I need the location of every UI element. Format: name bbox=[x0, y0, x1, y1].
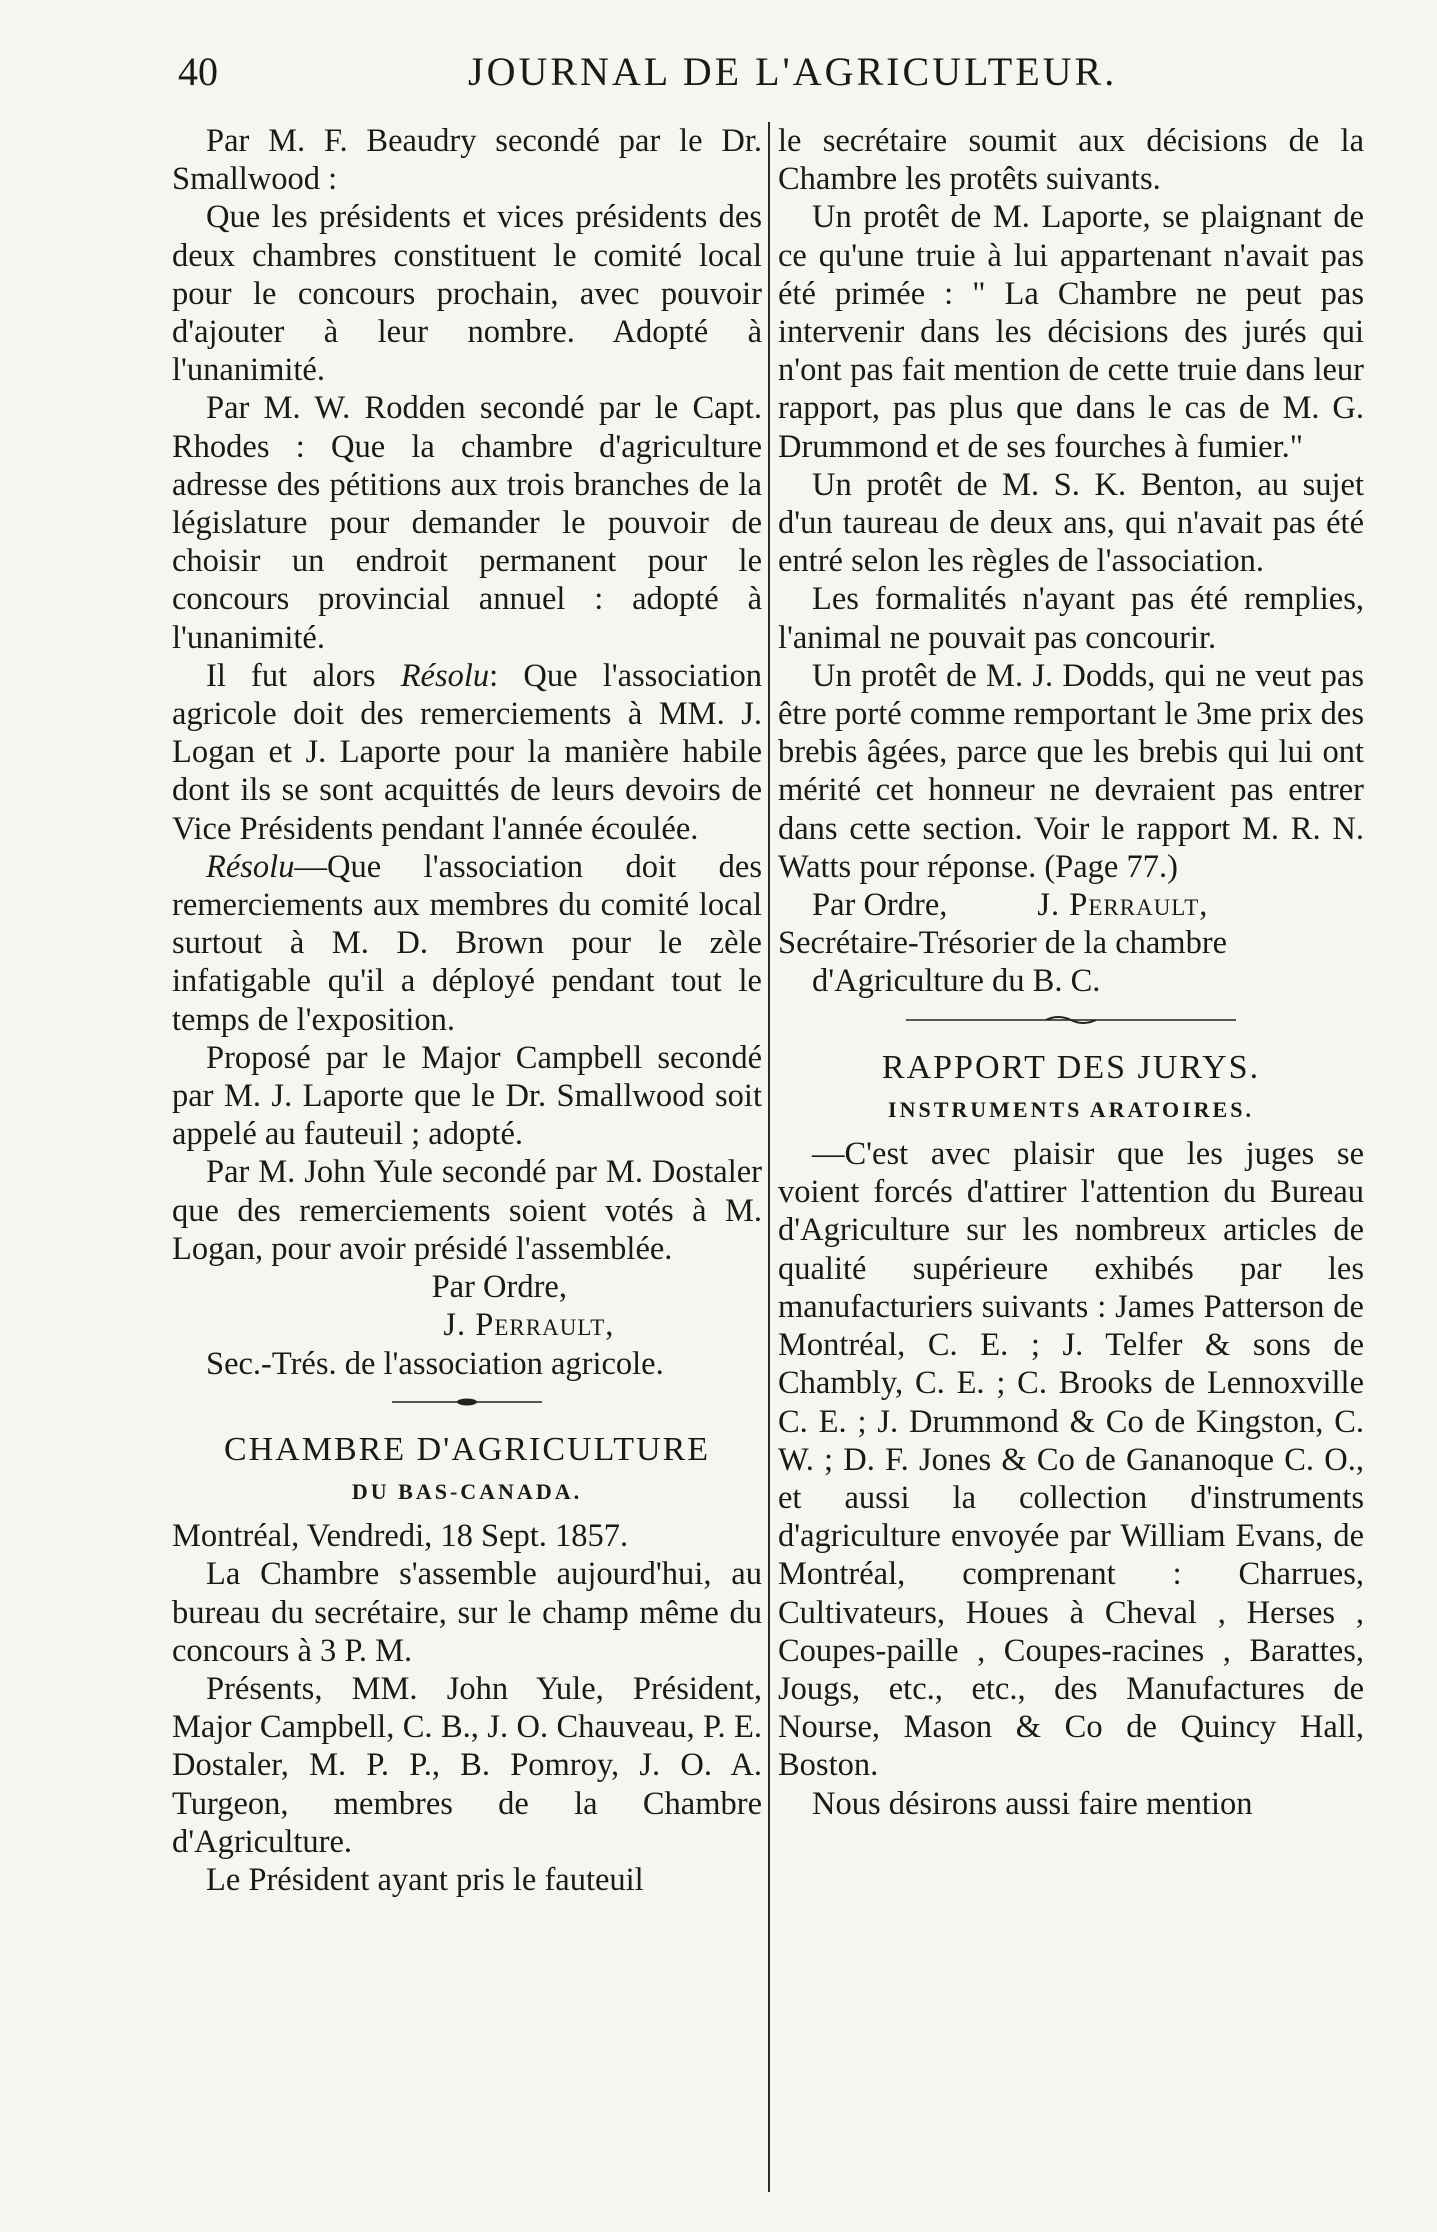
paragraph: Un protêt de M. Laporte, se plaignant de ce qu'une truie à lui appartenant n'avait pas été primée : " La Chambre ne peut pas intervenir dans les décisions des jurés qui n'ont pas fait mention de cette truie dans leur rapport, pas plus que dans le cas de M. G. Drummond et de ses fourches à fumier." bbox=[778, 199, 1364, 465]
section-subtitle: DU BAS-CANADA. bbox=[351, 1478, 583, 1504]
italic-term: Résolu bbox=[206, 848, 295, 885]
signature-title: Sec.-Trés. de l'association agricole. bbox=[206, 1345, 664, 1382]
paragraph: La Chambre s'assemble aujourd'hui, au bureau du secrétaire, sur le champ même du concours à 3 P. M. bbox=[172, 1556, 762, 1669]
page-header bbox=[178, 48, 1358, 108]
text-run: Il fut alors bbox=[206, 657, 376, 694]
paragraph: Un protêt de M. J. Dodds, qui ne veut pas être porté comme remportant le 3me prix des brebis âgées, parce que les brebis qui lui ont mérité cet honneur ne devraient pas entrer dans cette section. Voir le rapport M. R. N. Watts pour réponse. (Page 77.) bbox=[778, 657, 1364, 885]
paragraph: Par M. F. Beaudry secondé par le Dr. Smallwood : bbox=[172, 123, 762, 198]
signature-title: d'Agriculture du B. C. bbox=[812, 963, 1101, 1000]
dateline: Montréal, Vendredi, 18 Sept. 1857. bbox=[172, 1518, 629, 1555]
page-number: 40 bbox=[178, 49, 218, 94]
column-divider bbox=[768, 122, 770, 2192]
ornamental-rule bbox=[778, 1001, 1364, 1039]
paragraph: —C'est avec plaisir que les juges se voient forcés d'attirer l'attention du Bureau d'Agriculture sur les nombreux articles de qualité supérieure exhibés par les manufacturiers suivants : James Patterson de Montréal, C. E. ; J. Telfer & sons de Chambly, C. E. ; C. Brooks de Lennoxville C. E. ; J. Drummond & Co de Kingston, C. W. ; D. F. Jones & Co de Gananoque C. O., et aussi la collection d'instruments d'agriculture envoyée par William Evans, de Montréal, comprenant : Charrues, Cultivateurs, Houes à Cheval , Herses , Coupes-paille , Coupes-racines , Barattes, Jougs, etc., etc., des Manufactures de Nourse, Mason & Co de Quincy Hall, Boston. bbox=[778, 1136, 1364, 1784]
ornamental-rule bbox=[172, 1383, 762, 1421]
paragraph: Nous désirons aussi faire mention bbox=[812, 1785, 1253, 1822]
running-title: JOURNAL DE L'AGRICULTEUR. bbox=[468, 49, 1118, 94]
paragraph: Par M. John Yule secondé par M. Dostaler que des remerciements soient votés à M. Logan, pour avoir présidé l'assemblée. bbox=[172, 1154, 762, 1267]
text-run: : Que l'association agricole doit des remerciements à MM. J. Logan et J. Laporte pour la manière habile dont ils se sont acquittés de leurs devoirs de Vice Présidents pendant l'année écoulée. bbox=[172, 657, 762, 847]
paragraph: Les formalités n'ayant pas été remplies, l'animal ne pouvait pas concourir. bbox=[778, 581, 1364, 656]
right-column bbox=[778, 122, 1364, 1823]
italic-term: Résolu bbox=[400, 657, 490, 694]
paragraph: le secrétaire soumit aux décisions de la Chambre les protêts suivants. bbox=[778, 123, 1364, 198]
paragraph: Le Président ayant pris le fauteuil bbox=[206, 1861, 644, 1898]
signature-title: Secrétaire-Trésorier de la chambre bbox=[778, 925, 1228, 962]
section-title: CHAMBRE D'AGRICULTURE bbox=[223, 1430, 711, 1468]
signature-name: J. Perrault, bbox=[1037, 887, 1209, 924]
signature-order: Par Ordre, bbox=[431, 1269, 567, 1306]
signature-line bbox=[778, 886, 1364, 924]
left-column bbox=[172, 122, 762, 1899]
signature-order: Par Ordre, bbox=[812, 887, 948, 924]
section-subtitle: INSTRUMENTS ARATOIRES. bbox=[888, 1096, 1254, 1122]
text-run: —Que l'association doit des remerciements aux membres du comité local surtout à M. D. Brown pour le zèle infatigable qu'il a déployé pendant tout le temps de l'exposition. bbox=[172, 848, 762, 1038]
paragraph: Par M. W. Rodden secondé par le Capt. Rhodes : Que la chambre d'agriculture adresse des pétitions aux trois branches de la législature pour demander le pouvoir de choisir un endroit permanent pour le concours provincial annuel : adopté à l'unanimité. bbox=[172, 390, 762, 656]
paragraph: Proposé par le Major Campbell secondé par M. J. Laporte que le Dr. Smallwood soit appelé au fauteuil ; adopté. bbox=[172, 1039, 762, 1153]
paragraph: Un protêt de M. S. K. Benton, au sujet d'un taureau de deux ans, qui n'avait pas été entré selon les règles de l'association. bbox=[778, 466, 1364, 580]
paragraph bbox=[172, 657, 762, 848]
paragraph: Que les présidents et vices présidents des deux chambres constituent le comité local pour le concours prochain, avec pouvoir d'ajouter à leur nombre. Adopté à l'unanimité. bbox=[172, 199, 762, 389]
section-title: RAPPORT DES JURYS. bbox=[881, 1048, 1261, 1086]
signature-name: J. Perrault, bbox=[443, 1307, 615, 1344]
paragraph bbox=[172, 848, 762, 1039]
paragraph: Présents, MM. John Yule, Président, Major Campbell, C. B., J. O. Chauveau, P. E. Dostaler, M. P. P., B. Pomroy, J. O. A. Turgeon, membres de la Chambre d'Agriculture. bbox=[172, 1670, 762, 1860]
